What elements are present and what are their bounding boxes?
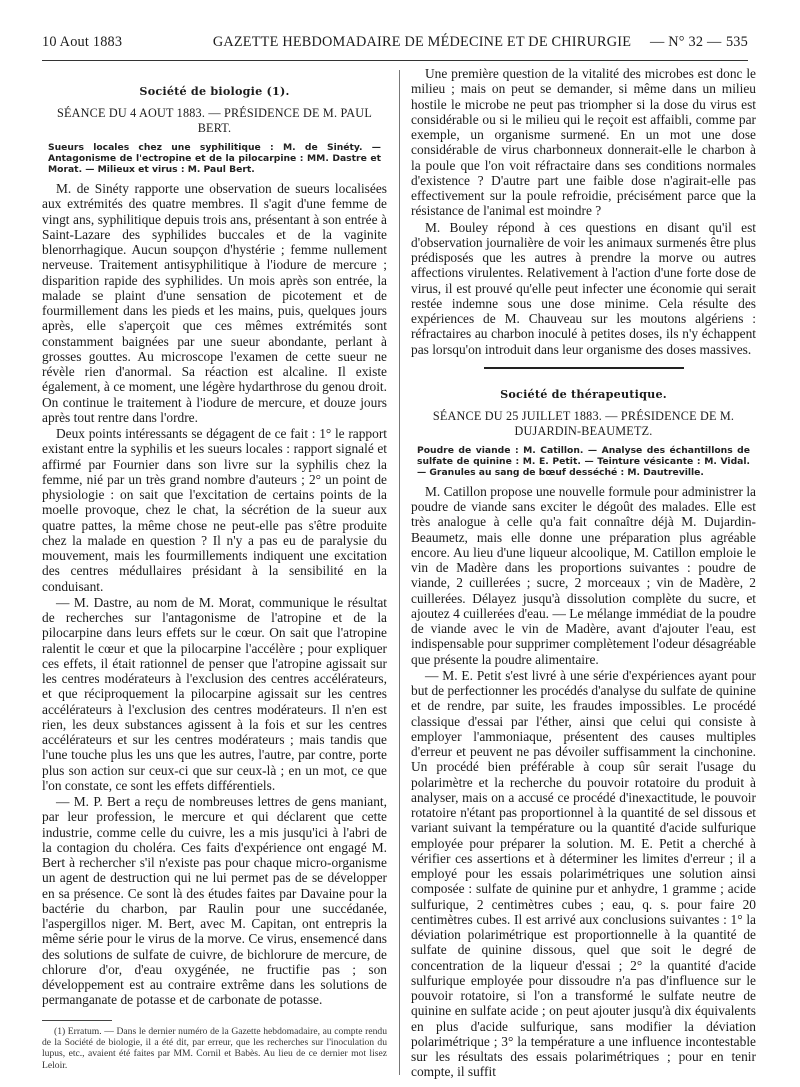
header-date: 10 Aout 1883 bbox=[42, 34, 123, 50]
paragraph: M. Catillon propose une nouvelle formule pour administrer la poudre de viande sans exciter le dégoût des malades. Elle est très analogue à celle qu'a fait connaître déjà M. Dujardin-Beaumetz, mais elle donne une préparation plus agréable encore. Au lieu d'une liqueur alcoolique, M. Catillon emploie le vin de Madère dans les proportions suivantes : poudre de viande, 2 cuillerées ; sucre, 2 morceaux ; vin de Madère, 2 cuillerées. Délayez jusqu'à dissolution complète du sucre, et ajoutez 4 cuillerées d'eau. — Le mélange immédiat de la poudre de viande avec le vin de Madère, avant d'ajouter l'eau, est indispensable pour supprimer complètement l'odeur désagréable que présente la poudre alimentaire. bbox=[411, 483, 756, 667]
running-header bbox=[42, 34, 748, 56]
page-number: 535 bbox=[725, 34, 748, 50]
footnote-rule bbox=[42, 1020, 112, 1021]
header-rule bbox=[42, 60, 748, 61]
paragraph: — M. P. Bert a reçu de nombreuses lettres de gens maniant, par leur profession, le mercure et qui déclarent que cette industrie, comme celle du cuivre, les a mis jusqu'ici à l'abri de la contagion du choléra. Ces faits d'expérience ont engagé M. Bert à rechercher s'il n'existe pas pour chaque micro-organisme un agent de destruction qui ne lui permet pas de se développer en sa présence. Ce sont là des études faites par Davaine pour la bactérie du charbon, par Raulin pour une succédanée, l'aspergillos niger. M. Bert, avec M. Capitan, ont entrepris la même série pour le virus de la morve. Ce virus, ensemencé dans des solutions de sulfate de cuivre, de bichlorure de mercure, de chlorure d'or, d'eau oxygénée, ne fructifie pas ; son développement est au contraire extrême dans les solutions de permanganate de potasse et de carbonate de potasse. bbox=[42, 794, 387, 1008]
journal-title: GAZETTE HEBDOMADAIRE DE MÉDECINE ET DE CHIRURGIE bbox=[212, 34, 632, 50]
paragraph: M. Bouley répond à ces questions en disant qu'il est d'observation journalière de voir les animaux surmenés être plus prédisposés que les autres à prendre la morve ou autres affections virulentes. Relativement à l'action d'une forte dose de virus, il est prouvé qu'elle peut infecter une économie qui serait restée indemne sous une dose minime. Cela résulte des expériences de M. Chauveau sur les moutons algériens : réfractaires au charbon inoculé à petites doses, ils n'y échappent pas lorsqu'on introduit dans leur organisme des doses massives. bbox=[411, 219, 756, 357]
paragraph: Une première question de la vitalité des microbes est donc le milieu ; mais on peut se demander, si même dans un milieu hostile le microbe ne peut pas triompher si la dose du virus est considérable ou si le milieu qui le reçoit est affaibli, comme par exemple, un organisme surmené. En un mot une dose considérable de virus charbonneux donnerait-elle le charbon à la poule que l'on voit réfractaire dans ses conditions normales d'existence ? D'autre part une faible dose n'agirait-elle pas effectivement sur la poule refroidie, précisément parce que la résistance de l'animal est moindre ? bbox=[411, 66, 756, 219]
section-separator bbox=[484, 367, 684, 369]
section-summary-biologie: Sueurs locales chez une syphilitique : M. de Sinéty. — Antagonisme de l'ectropine et de la pilocarpine : MM. Dastre et Morat. — Milieux et virus : M. Paul Bert. bbox=[48, 142, 381, 175]
column-divider bbox=[399, 70, 400, 1075]
section-title-biologie: Société de biologie (1). bbox=[139, 84, 290, 98]
paragraph: M. de Sinéty rapporte une observation de sueurs localisées aux extrémités des quatre membres. Il s'agit d'une femme de vingt ans, syphilitique depuis trois ans, présentant à son entrée à Saint-Lazare des syphilides buccales et de la vaginite blenorrhagique. Aucun soupçon d'hystérie ; femme nullement nerveuse. Traitement antisyphilitique à l'iodure de mercure ; disparition rapide des syphilides. Un mois après son entrée, la malade se plaint d'une sensation de picotement et de fourmillement dans les pieds et les mains, puis, quelques jours après, elle s'aperçoit que ces mêmes extrémités sont constamment baignées par une sueur abondante, perlant à grosses gouttes. Au microscope l'examen de cette sueur ne révèle rien d'anormal. Sa réaction est alcaline. Il existe également, à ce moment, une légère hydarthrose du genou droit. On continue le traitement à l'iodure de mercure, et douze jours après tout rentre dans l'ordre. bbox=[42, 181, 387, 425]
right-column bbox=[411, 66, 756, 1081]
paragraph: — M. E. Petit s'est livré à une série d'expériences ayant pour but de perfectionner les procédés d'analyse du sulfate de quinine et de rendre, par suite, les fraudes impossibles. Le procédé classique d'essai par l'éther, ainsi que celui qui consiste à employer l'ammoniaque, présentent des causes multiples d'erreur et peuvent ne pas dévoiler suffisamment la cinchonine. Un procédé bien préférable à coup sûr serait l'usage du polarimètre et la recherche du pouvoir rotatoire du produit à analyser, mais on a accusé ce procédé d'inexactitude, le pouvoir rotatoire n'étant pas proportionnel à la quantité de sel dissous et variant suivant la température ou la quantité d'acide sulfurique employée pour préparer la solution. M. E. Petit a cherché à vérifier ces assertions et à déterminer les limites d'erreur ; il a employé pour les essais polarimétriques une solution ainsi composée : sulfate de quinine pur et anhydre, 1 gramme ; acide sulfurique, 2 centimètres cubes ; eau, q. s. pour faire 20 centimètres cubes. Il est arrivé aux conclusions suivantes : 1° la déviation polarimétrique est proportionnelle à la quantité de sulfate de quinine dissous, quel que soit le degré de concentration de la liqueur d'essai ; 2° la quantité d'acide sulfurique employée pour dissoudre n'a pas d'influence sur le pouvoir rotatoire, si l'on a transformé le sulfate neutre de quinine en sulfate acide ; on peut ajouter jusqu'à dix équivalents en plus d'acide sulfurique, sans modifier la déviation polarimétrique ; 3° la température a une influence incontestable sur les résultats des essais polarimétriques ; pour en tenir compte, il suffit bbox=[411, 667, 756, 1080]
seance-line-biologie: SÉANCE DU 4 AOUT 1883. — PRÉSIDENCE DE M. PAUL BERT. bbox=[57, 106, 372, 135]
paragraph: — M. Dastre, au nom de M. Morat, communique le résultat de recherches sur l'antagonisme de l'atropine et de la pilocarpine dans leurs effets sur le cœur. On sait que l'atropine ralentit le cœur et que la pilocarpine l'accélère ; pour expliquer ces effets, il était rationnel de penser que l'atropine agissait sur les centres modérateurs à l'exclusion des centres accélérateurs, et que réciproquement la pilocarpine agissait sur les centres accélérateurs à l'exclusion des centres modérateurs. Il n'en est rien, les deux substances agissent à la fois et sur les centres accélérateurs et sur les centres modérateurs ; mais tandis que l'une touche plus les uns que les autres, l'autre, par contre, porte plus son action sur ceux-ci que sur ceux-là ; en un mot, ce que l'on constate, ce sont les effets différentiels. bbox=[42, 594, 387, 793]
issue-number: — N° 32 — bbox=[650, 34, 722, 50]
footnote: (1) Erratum. — Dans le dernier numéro de la Gazette hebdomadaire, au compte rendu de la Société de biologie, il a été dit, par erreur, que les recherches sur l'inoculation du lupus, etc., avaient été faites par MM. Cornil et Babès. Au lieu de ce dernier mot lisez Leloir. bbox=[42, 1025, 387, 1071]
section-summary-therapeutique: Poudre de viande : M. Catillon. — Analyse des échantillons de sulfate de quinine : M. E. Petit. — Teinture vésicante : M. Vidal. — Granules au sang de bœuf desséché : M. Dautreville. bbox=[417, 444, 750, 478]
seance-line-therapeutique: SÉANCE DU 25 JUILLET 1883. — PRÉSIDENCE DE M. DUJARDIN-BEAUMETZ. bbox=[432, 408, 735, 438]
section-title-therapeutique: Société de thérapeutique. bbox=[500, 386, 667, 401]
left-column bbox=[42, 66, 387, 1081]
paragraph: Deux points intéressants se dégagent de ce fait : 1° le rapport existant entre la syphilis et les sueurs locales : rapport signalé et affirmé par Fournier dans son livre sur la syphilis chez la femme, nié par un très grand nombre d'auteurs ; 2° un point de physiologie : on sait que l'excitation de certains points de la moelle provoque, chez le chat, la sécrétion de la sueur aux quatre pattes, la même chose ne peut-elle pas s'être produite chez la malade en question ? Il n'y a pas eu de paralysie du mouvement, mais les fourmillements indiquent une excitation des centres médullaires présidant à la sensibilité en la conduisant. bbox=[42, 426, 387, 594]
